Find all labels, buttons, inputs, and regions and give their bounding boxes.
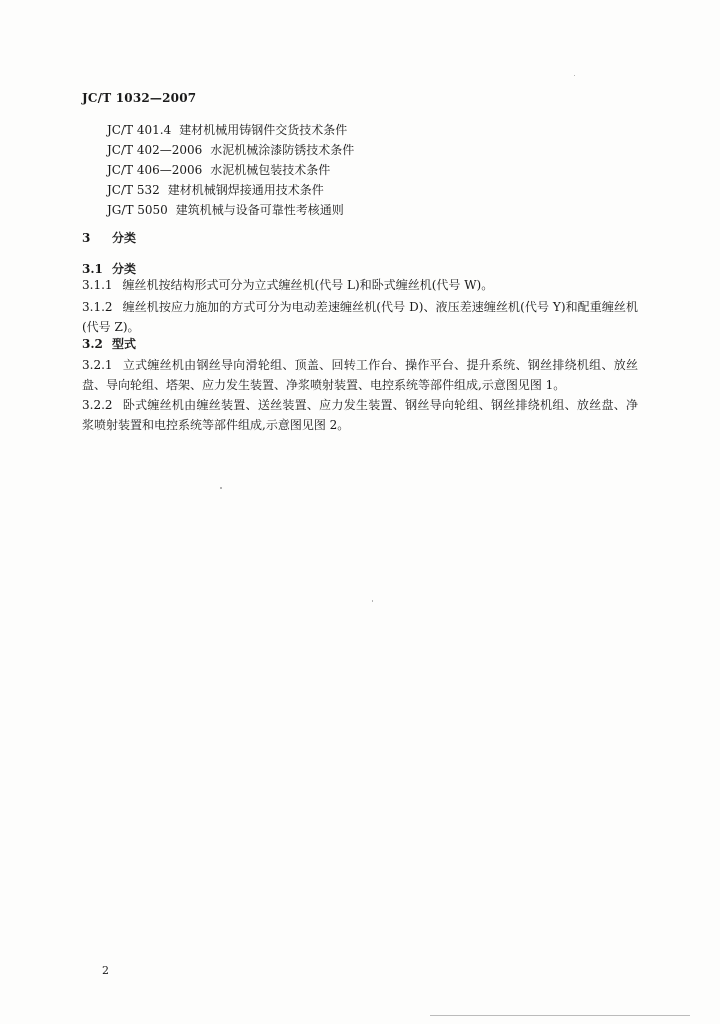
reference-code: JC/T 406—2006: [107, 163, 203, 177]
clause-number: 3.2.1: [82, 358, 113, 372]
clause-3-2-2: [82, 395, 638, 435]
section-3-heading: [82, 229, 136, 246]
section-number: 3.2: [82, 337, 103, 351]
reference-code: JG/T 5050: [107, 203, 168, 217]
clause-text: 卧式缠丝机由缠丝装置、送丝装置、应力发生装置、钢丝导向轮组、钢丝排绕机组、放丝盘、净浆喷射装置和电控系统等部件组成,示意图见图 2。: [82, 398, 638, 432]
section-3-2-heading: [82, 335, 136, 352]
section-title: 分类: [112, 262, 137, 276]
scan-speck: [220, 487, 222, 489]
reference-item: [107, 200, 354, 220]
reference-item: [107, 160, 354, 180]
scan-edge-line: [430, 1015, 690, 1016]
clause-number: 3.1.2: [82, 300, 113, 314]
scan-speck: [574, 75, 575, 76]
section-number: 3.1: [82, 262, 103, 276]
clause-number: 3.2.2: [82, 398, 113, 412]
page-number: 2: [102, 964, 109, 977]
section-number: 3: [82, 231, 91, 245]
reference-title: 水泥机械包装技术条件: [210, 163, 331, 177]
reference-item: [107, 140, 354, 160]
reference-title: 水泥机械涂漆防锈技术条件: [210, 143, 355, 157]
clause-3-1-2: [82, 297, 638, 337]
clause-3-2-1: [82, 355, 638, 395]
reference-code: JC/T 401.4: [107, 123, 172, 137]
clause-number: 3.1.1: [82, 278, 113, 292]
clause-3-1-1: [82, 275, 638, 295]
reference-title: 建筑机械与设备可靠性考核通则: [175, 203, 344, 217]
reference-item: [107, 180, 354, 200]
clause-text: 缠丝机按结构形式可分为立式缠丝机(代号 L)和卧式缠丝机(代号 W)。: [122, 278, 494, 292]
reference-title: 建材机械钢焊接通用技术条件: [167, 183, 324, 197]
reference-title: 建材机械用铸钢件交货技术条件: [179, 123, 348, 137]
reference-code: JC/T 402—2006: [107, 143, 203, 157]
reference-code: JC/T 532: [107, 183, 160, 197]
reference-item: [107, 120, 354, 140]
standard-code-header: JC/T 1032—2007: [82, 91, 197, 105]
clause-text: 立式缠丝机由钢丝导向滑轮组、顶盖、回转工作台、操作平台、提升系统、钢丝排绕机组、放丝盘、导向轮组、塔架、应力发生装置、净浆喷射装置、电控系统等部件组成,示意图见图 1。: [82, 358, 638, 392]
section-title: 型式: [112, 337, 137, 351]
scan-speck: [372, 600, 373, 602]
clause-text: 缠丝机按应力施加的方式可分为电动差速缠丝机(代号 D)、液压差速缠丝机(代号 Y)和配重缠丝机(代号 Z)。: [82, 300, 638, 334]
section-title: 分类: [112, 231, 137, 245]
normative-reference-list: [107, 120, 354, 220]
